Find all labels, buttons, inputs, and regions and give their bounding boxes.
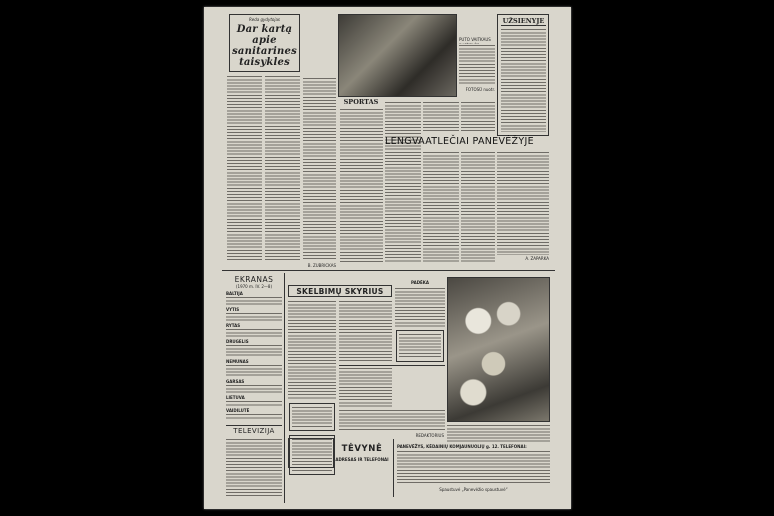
ekranas-heading: EKRANAS [234, 275, 274, 284]
cinema-baltija: BALTIJA [226, 291, 243, 296]
article-sanitary-text-1 [227, 75, 262, 261]
ads-col-2b [339, 367, 392, 407]
cinema-nemunas-text [226, 364, 282, 377]
photo-shooters [338, 14, 457, 97]
article-headline: Dar kartą apie sanitarines taisykles [232, 24, 297, 68]
ad-box-small-1-text [292, 406, 332, 428]
televizija-heading: TELEVIZIJA [233, 427, 275, 435]
ads-col-1 [288, 300, 336, 400]
cinema-vytis: VYTIS [226, 307, 240, 312]
televizija-text [226, 438, 282, 498]
sports-text-2 [385, 101, 421, 263]
athletics-text-3 [497, 151, 549, 255]
uzsienyje-text [501, 28, 546, 132]
col-divider-1 [284, 273, 285, 503]
athletics-text-1 [423, 151, 459, 263]
footer-address: PANEVĖŽYS, KĖDAINIŲ KOMJAUNUOLIŲ g. 12. TELEFONAI: [397, 444, 527, 449]
sports-text-4 [461, 101, 495, 133]
section-divider [222, 270, 555, 271]
signature-zubrickas: B. ZUBRICKAS [307, 263, 336, 268]
cinema-vaidilute-text [226, 413, 282, 420]
cinema-garsas: GARSAS [226, 379, 245, 384]
cinema-vaidilute: VAIDILUTĖ [226, 408, 250, 413]
newspaper-page [204, 7, 571, 509]
cinema-drugelis: DRUGELIS [226, 339, 249, 344]
article-sanitary-box [229, 14, 300, 72]
sports-heading: SPORTAS [343, 98, 379, 106]
photo-caption: PUTO VAITKAUS [459, 37, 491, 42]
photo-textile-worker [447, 277, 550, 422]
photo-caption-text [459, 44, 495, 84]
footer-printer: Spaustuvė „Panevėžio spaustuvė“ [439, 487, 508, 492]
kicker-label: Reda gydytojas [249, 17, 280, 22]
redaktorius-label: REDAKTORIUS [415, 433, 444, 438]
padeka-text [395, 287, 445, 327]
tevyne-box [288, 438, 334, 468]
uzsienyje-box [497, 14, 549, 136]
tevyne-title: TĖVYNĖ [341, 444, 383, 454]
padeka-box [396, 330, 444, 362]
ekranas-date: (1970 m. IV. 2—8) [235, 284, 273, 289]
ekranas-list [226, 291, 282, 421]
skelbimu-heading: SKELBIMŲ SKYRIUS [296, 287, 384, 296]
footer-text [397, 450, 550, 484]
ads-col-2 [339, 300, 392, 362]
cinema-garsas-text [226, 384, 282, 393]
article-sanitary-text-2 [265, 75, 300, 261]
padeka-box-text [399, 333, 441, 359]
article-col-3 [303, 77, 336, 261]
col-divider-2 [393, 439, 394, 497]
athletics-headline: LENGVAATLEČIAI PANEVĖŽYJE [385, 136, 534, 147]
skelbimu-heading-box [288, 285, 392, 297]
cinema-drugelis-text [226, 344, 282, 357]
photo-credit: FOTOSŪ nuotr. [465, 87, 495, 92]
ads-divider [339, 365, 445, 366]
tevyne-subtitle: ADRESAS IR TELEFONAI [335, 457, 389, 462]
ads-wide-text [339, 409, 445, 431]
ad-box-small-1 [289, 403, 335, 431]
athletics-text-2 [461, 151, 495, 263]
photo-textile-caption [447, 424, 550, 442]
cinema-vytis-text [226, 312, 282, 321]
cinema-lietuva: LIETUVA [226, 395, 245, 400]
cinema-nemunas: NEMUNAS [226, 359, 249, 364]
sports-text-1 [340, 108, 383, 263]
sports-text-3 [423, 101, 459, 133]
cinema-rytas-text [226, 328, 282, 337]
cinema-baltija-text [226, 296, 282, 305]
ekranas-divider [226, 425, 282, 426]
signature-zaparka: A. ZAPARKA [525, 256, 549, 261]
padeka-heading: PADĖKA [411, 280, 429, 285]
uzsienyje-heading: UŽSIENYJE [502, 17, 545, 25]
cinema-lietuva-text [226, 400, 282, 406]
cinema-rytas: RYTAS [226, 323, 241, 328]
